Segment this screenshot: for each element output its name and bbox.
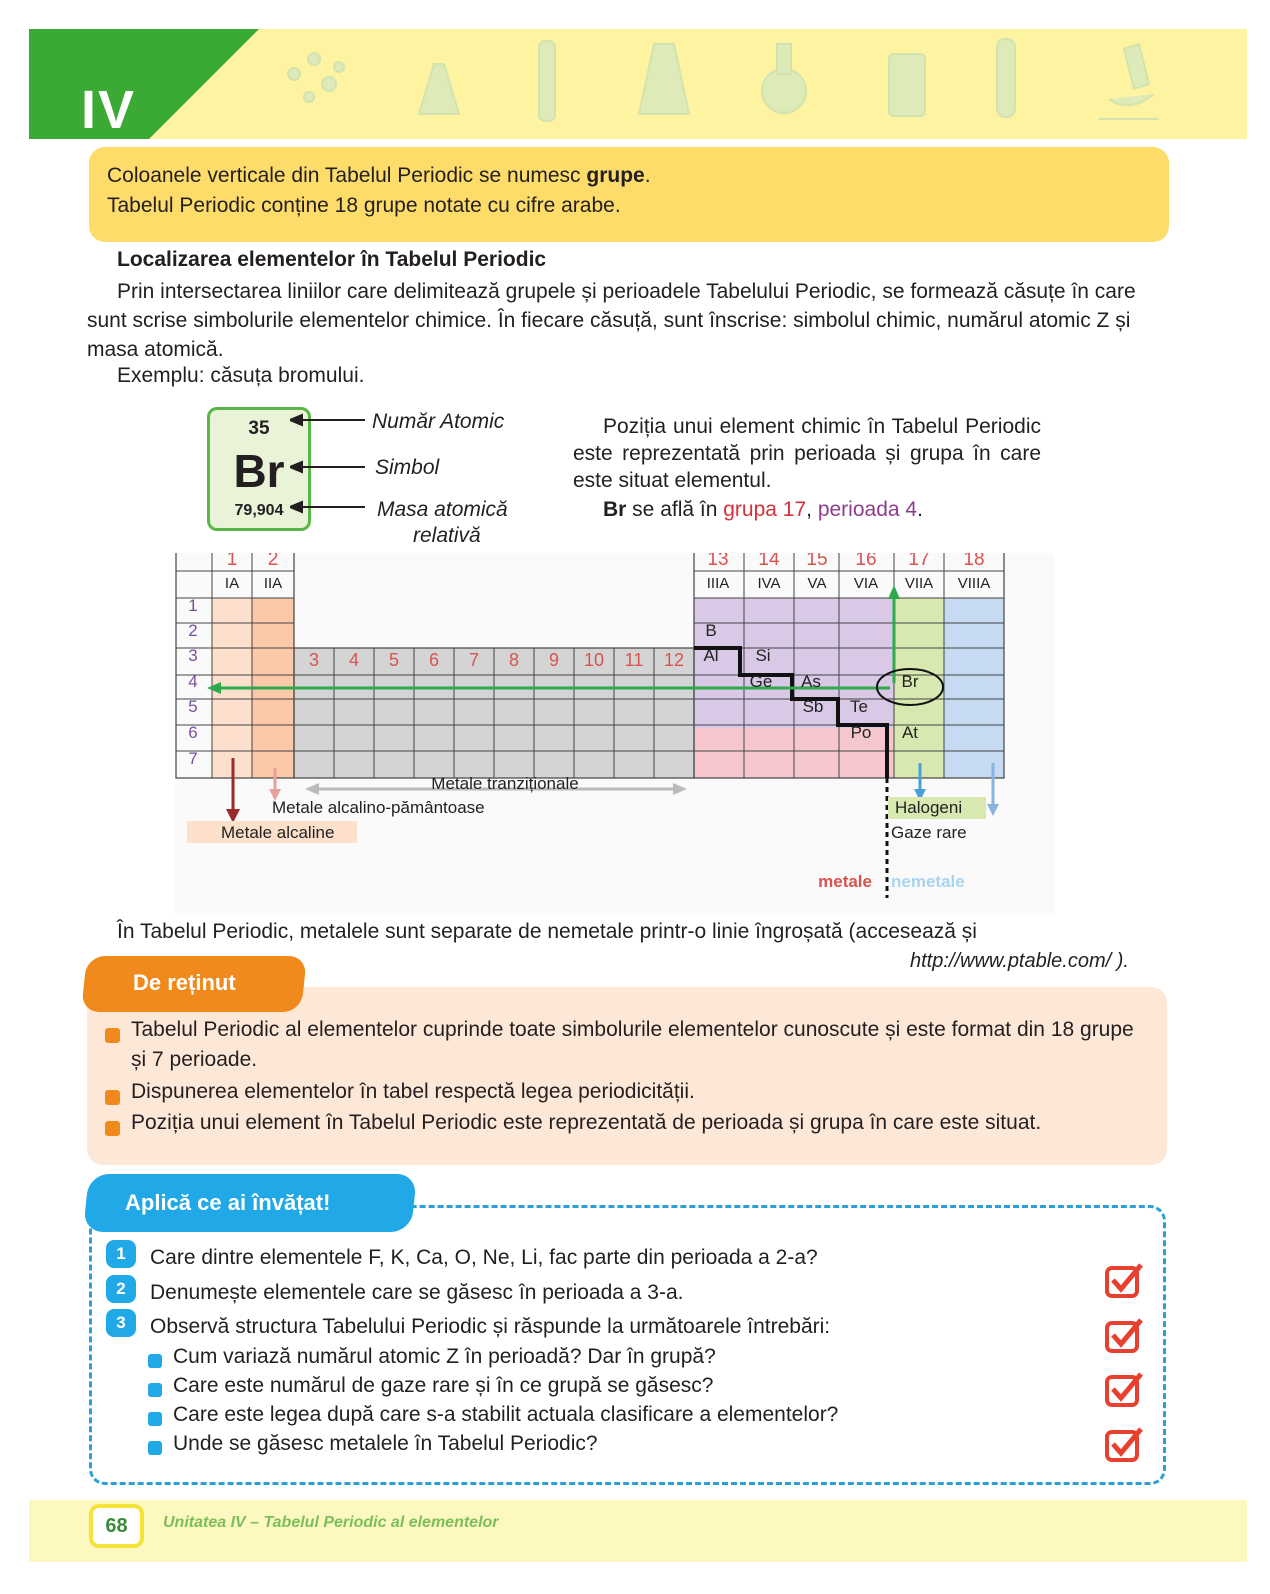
label-noble-gases: Gaze rare — [891, 823, 967, 842]
retinut-bullet — [105, 1121, 120, 1136]
transition-group-number: 7 — [468, 650, 480, 670]
checkbox-icon[interactable] — [1104, 1317, 1146, 1355]
label-atomic-number: Număr Atomic — [372, 410, 505, 433]
period-number: 6 — [188, 723, 198, 742]
br-period: perioada 4 — [817, 498, 918, 521]
question-text: Denumește elementele care se găsesc în perioada a 3-a. — [150, 1281, 684, 1304]
period-number: 4 — [188, 672, 198, 691]
group-number: 15 — [806, 553, 828, 570]
question-number-badge: 1 — [106, 1240, 136, 1268]
group-roman: IIA — [263, 575, 283, 592]
atomic-number: 35 — [248, 418, 270, 439]
br-end: . — [917, 498, 923, 521]
aplica-title: Aplică ce ai învățat! — [125, 1190, 331, 1215]
element-symbol-cell: B — [705, 621, 717, 640]
group-roman: IIIA — [706, 575, 730, 592]
question-text: Observă structura Tabelului Periodic și răspunde la următoarele întrebări: — [150, 1315, 831, 1338]
label-mass-relative: relativă — [413, 524, 481, 547]
label-alkaline-earth: Metale alcalino-pământoase — [272, 798, 485, 817]
label-symbol: Simbol — [375, 456, 440, 479]
group-roman: VIIIA — [957, 575, 991, 592]
group-number: 14 — [758, 553, 780, 570]
section-title: Localizarea elementelor în Tabelul Periodic — [117, 248, 547, 271]
period-number: 1 — [188, 596, 198, 615]
definition-line-1 — [107, 161, 1151, 191]
subquestion-text: Care este legea după care s-a stabilit actuala clasificare a elementelor? — [173, 1403, 839, 1426]
subquestion-bullet — [148, 1412, 162, 1426]
element-symbol-cell: Po — [850, 723, 872, 742]
definition-punct: . — [644, 164, 651, 187]
question-number-badge: 3 — [106, 1309, 136, 1337]
element-symbol-cell: Si — [755, 646, 771, 665]
group-roman: VA — [807, 575, 827, 592]
retinut-item: Tabelul Periodic al elementelor cuprinde toate simbolurile elementelor cunoscute și este format din 18 grupe și 7 perioade. — [131, 1018, 1134, 1071]
br-mid: se află în — [626, 498, 724, 521]
card-label-arrows — [290, 407, 370, 527]
period-number: 3 — [188, 646, 198, 665]
checkbox-icon[interactable] — [1104, 1426, 1146, 1464]
group-number: 1 — [226, 553, 238, 570]
definition-text: Coloanele verticale din Tabelul Periodic se numesc — [107, 164, 587, 187]
br-comma: , — [806, 498, 818, 521]
subquestion-bullet — [148, 1441, 162, 1455]
transition-group-number: 12 — [663, 650, 685, 670]
page-number: 68 — [89, 1504, 144, 1548]
element-symbol: Br — [233, 445, 285, 497]
transition-group-number: 3 — [308, 650, 320, 670]
group-number: 13 — [707, 553, 729, 570]
group-roman: VIA — [853, 575, 879, 592]
definition-term: grupe — [586, 164, 645, 187]
br-group: grupa 17 — [723, 498, 807, 521]
ptable-link[interactable]: http://www.ptable.com/ ). — [910, 950, 1129, 972]
example-text: Exemplu: căsuța bromului. — [117, 364, 365, 387]
label-metals: metale — [818, 872, 872, 891]
page-header — [29, 29, 1247, 139]
subquestion-bullet — [148, 1383, 162, 1397]
retinut-item: Dispunerea elementelor în tabel respectă legea periodicității. — [131, 1080, 695, 1103]
period-number: 7 — [188, 749, 198, 768]
retinut-item: Poziția unui element în Tabelul Periodic este reprezentată de perioada și grupa în care este situat. — [131, 1111, 1042, 1134]
transition-group-number: 6 — [428, 650, 440, 670]
definition-line-2: Tabelul Periodic conține 18 grupe notate cu cifre arabe. — [107, 194, 621, 217]
subquestion-text: Care este numărul de gaze rare și în ce grupă se găsesc? — [173, 1374, 714, 1397]
retinut-box — [87, 987, 1167, 1165]
br-position-line — [603, 498, 923, 522]
group-number: 16 — [855, 553, 877, 570]
element-symbol-cell: Al — [703, 646, 719, 665]
group-roman: IVA — [757, 575, 781, 592]
metal-note: În Tabelul Periodic, metalele sunt separate de nemetale printr-o linie îngroșată (accesează și — [117, 920, 977, 943]
group-roman: VIIA — [904, 575, 934, 592]
periodic-table-diagram — [175, 553, 1055, 913]
group-number: 17 — [908, 553, 930, 570]
atomic-mass: 79,904 — [234, 502, 284, 519]
group-number: 2 — [267, 553, 279, 570]
element-symbol-cell: Te — [850, 697, 868, 716]
transition-group-number: 11 — [624, 650, 644, 670]
retinut-bullet — [105, 1028, 120, 1043]
period-number: 5 — [188, 697, 198, 716]
label-transition-metals: Metale tranziționale — [431, 774, 579, 793]
unit-number: IV — [81, 80, 137, 139]
transition-group-number: 8 — [508, 650, 520, 670]
question-text: Care dintre elementele F, K, Ca, O, Ne, Li, fac parte din perioada a 2-a? — [150, 1246, 818, 1269]
label-halogens: Halogeni — [895, 798, 963, 817]
retinut-bullet — [105, 1090, 120, 1105]
definition-box — [89, 147, 1169, 242]
group-number: 18 — [963, 553, 985, 570]
retinut-title: De reținut — [133, 970, 236, 995]
subquestion-bullet — [148, 1354, 162, 1368]
transition-group-number: 5 — [388, 650, 400, 670]
element-symbol-cell: As — [801, 672, 821, 691]
element-symbol-cell: Sb — [802, 697, 824, 716]
element-symbol-cell: Ge — [749, 672, 773, 691]
label-alkali: Metale alcaline — [221, 823, 335, 842]
question-number-badge: 2 — [106, 1275, 136, 1303]
element-symbol-cell: At — [901, 723, 919, 742]
checkbox-icon[interactable] — [1104, 1262, 1146, 1300]
section-paragraph: Prin intersectarea liniilor care delimitează grupele și perioadele Tabelului Periodic, se formează căsuțe în care sunt scrise simbolurile elementelor chimice. În fiecare căsuță, sunt înscrise: simbolul chimic, numărul atomic Z și masa atomică. — [87, 280, 1136, 361]
transition-group-number: 9 — [548, 650, 560, 670]
group-roman: IA — [224, 575, 240, 592]
element-symbol-cell: Br — [901, 672, 919, 691]
subquestion-text: Unde se găsesc metalele în Tabelul Periodic? — [173, 1432, 598, 1455]
period-number: 2 — [188, 621, 198, 640]
transition-group-number: 10 — [583, 650, 605, 670]
label-mass: Masa atomică — [377, 498, 508, 521]
header-decoration — [29, 29, 1247, 139]
transition-group-number: 4 — [348, 650, 360, 670]
label-nonmetals: nemetale — [891, 872, 965, 891]
position-text: Poziția unui element chimic în Tabelul Periodic este reprezentată prin perioada și grupa în care este situat elementul. — [573, 415, 1041, 492]
subquestion-text: Cum variază numărul atomic Z în perioadă? Dar în grupă? — [173, 1345, 716, 1368]
br-symbol: Br — [603, 498, 627, 521]
checkbox-icon[interactable] — [1104, 1371, 1146, 1409]
footer-text: Unitatea IV – Tabelul Periodic al elementelor — [163, 1514, 499, 1531]
